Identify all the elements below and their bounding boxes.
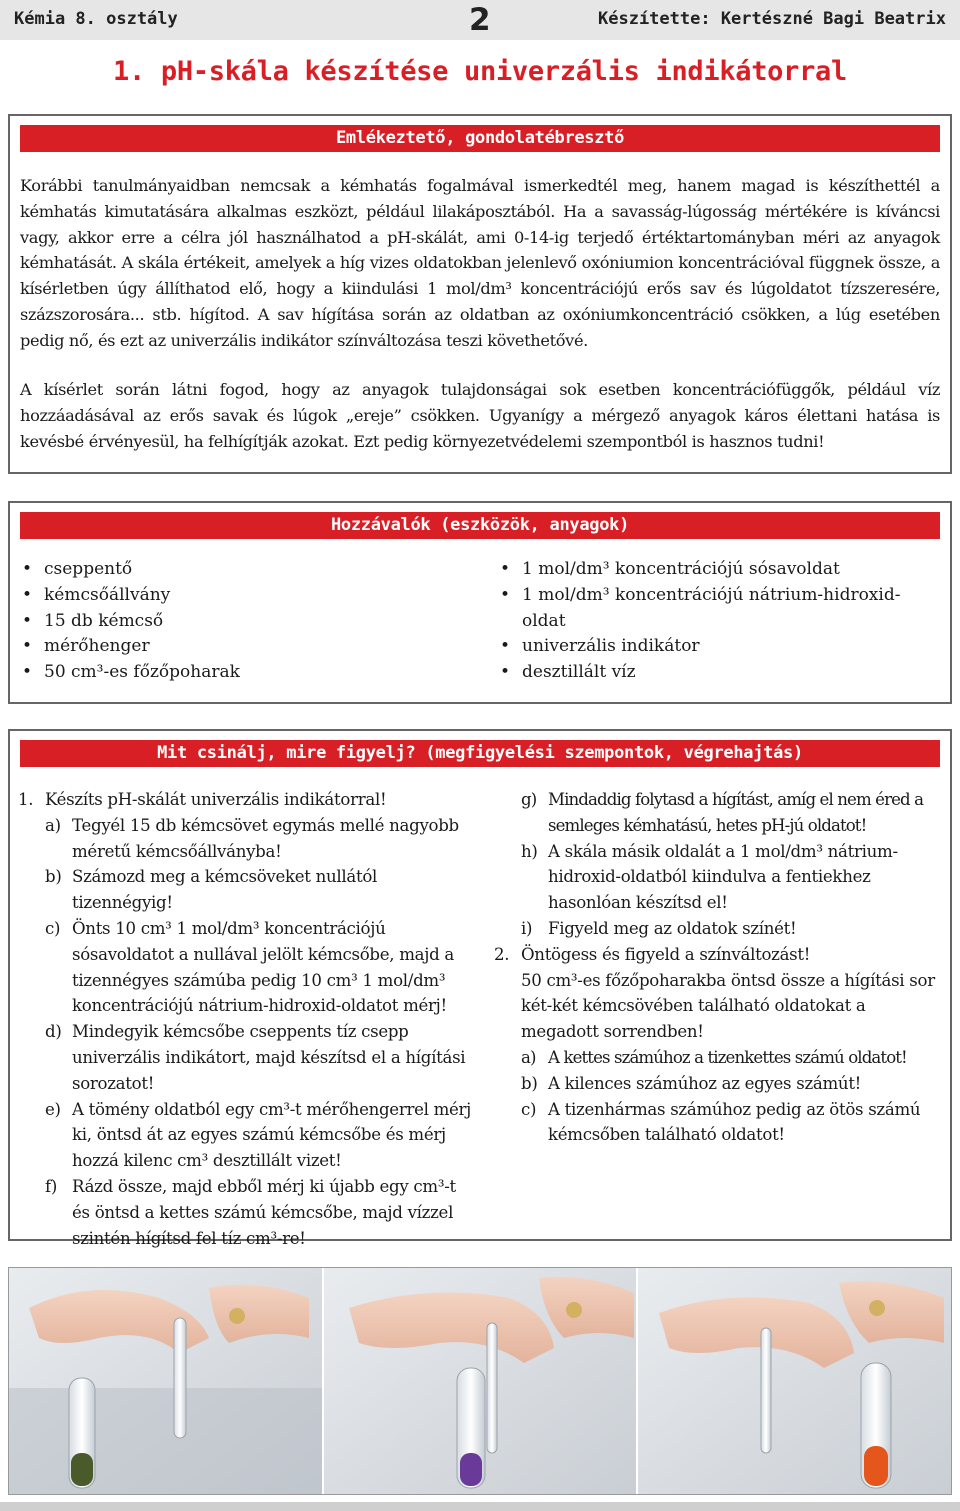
substep-label: b)	[45, 867, 62, 887]
substep-label: a)	[45, 815, 61, 835]
substep-d	[18, 1019, 473, 1096]
list-item: • cseppentő	[20, 557, 450, 583]
orange-solution	[864, 1446, 888, 1486]
materials-box	[8, 501, 952, 704]
tools-list	[20, 557, 450, 686]
substep-label: a)	[521, 1047, 536, 1067]
substep-a	[18, 813, 473, 865]
substep-text: Mindegyik kémcsőbe cseppents tíz csepp univerzális indikátort, majd készítsd el a hígítási sorozatot!	[72, 1022, 466, 1093]
subject-label: Kémia 8. osztály	[14, 9, 178, 29]
substep-2a	[494, 1045, 944, 1071]
photo-2	[323, 1268, 637, 1494]
substep-text: A kilences számúhoz az egyes számút!	[548, 1073, 862, 1093]
reminder-paragraph-1: Korábbi tanulmányaidban nemcsak a kémhatás fogalmával ismerkedtél meg, hanem magad is készíthettél a kémhatás kimutatására alkalmas eszközt, például lilakáposztából. Ha a savasság-lúgosság mértékére is kíváncsi vagy, akkor erre a célra jól használhatod a pH-skálát, ami 0-14-ig terjedő értéktartományban méri az anyagok kémhatását. A skála értékeit, amelyek a híg vizes oldatokban jelenlevő oxóniumion koncentrációval függnek össze, a kísérletben úgy állíthatod elő, hogy a kiindulási 1 mol/dm³ koncentrációjú erős sav és lúgoldatot tízszeresére, százszorosára... stb. hígítod. A sav hígítása során az oldatban az oxóniumkoncentráció csökken, a lúg esetében pedig nő, és ezt az univerzális indikátor színváltozása teszi követhetővé.	[20, 176, 940, 350]
substep-text: Önts 10 cm³ 1 mol/dm³ koncentrációjú sósavoldatot a nullával jelölt kémcsőbe, majd a tizennégyes számúba pedig 10 cm³ 1 mol/dm³ koncentrációjú nátrium-hidroxid-oldatot mérj!	[72, 918, 454, 1016]
step-2-intro: 50 cm³-es főzőpoharakba öntsd össze a hígítási sor két-két kémcsövében található oldatokat a megadott sorrendben!	[521, 970, 935, 1042]
green-solution	[71, 1453, 93, 1486]
purple-solution	[460, 1453, 482, 1486]
step-text: Öntögess és figyeld a színváltozást!	[521, 944, 811, 964]
procedure-column-left	[18, 787, 473, 1251]
list-item: • desztillált víz	[498, 660, 938, 686]
reminder-heading: Emlékeztető, gondolatébresztő	[20, 125, 940, 152]
page-title: 1. pH-skála készítése univerzális indikátorral	[113, 56, 847, 87]
list-item: • kémcsőállvány	[20, 583, 450, 609]
photo-3	[637, 1268, 951, 1494]
substep-label: f)	[45, 1176, 58, 1196]
substep-2c	[494, 1097, 944, 1149]
substep-g	[494, 787, 944, 839]
substep-f	[18, 1174, 473, 1251]
step-label: 1.	[18, 790, 34, 809]
page-header	[0, 0, 960, 40]
substep-2b	[494, 1071, 944, 1097]
reminder-box	[8, 114, 952, 474]
materials-heading: Hozzávalók (eszközök, anyagok)	[20, 512, 940, 539]
substep-label: e)	[45, 1099, 61, 1119]
list-item: • 1 mol/dm³ koncentrációjú sósavoldat	[498, 557, 938, 583]
substep-text: Mindaddig folytasd a hígítást, amíg el nem éred a semleges kémhatású, hetes pH-jú oldatot!	[548, 790, 924, 835]
substep-text: A tömény oldatból egy cm³-t mérőhengerrel mérj ki, öntsd át az egyes számú kémcsőbe és mérj hozzá kilenc cm³ desztillált vizet!	[72, 1099, 472, 1171]
lab-photos-illustration	[9, 1268, 951, 1494]
substep-text: A tizenhármas számúhoz pedig az ötös számú kémcsőben található oldatot!	[548, 1099, 921, 1145]
list-item: • 50 cm³-es főzőpoharak	[20, 660, 450, 686]
substep-label: i)	[521, 918, 533, 938]
substep-text: Tegyél 15 db kémcsövet egymás mellé nagyobb méretű kémcsőállványba!	[72, 815, 459, 861]
list-item: • 1 mol/dm³ koncentrációjú nátrium-hidroxid-oldat	[498, 583, 938, 635]
substep-label: d)	[45, 1022, 62, 1042]
substep-label: b)	[521, 1073, 538, 1093]
substep-text: A kettes számúhoz a tizenkettes számú oldatot!	[548, 1047, 907, 1067]
reminder-paragraph-2: A kísérlet során látni fogod, hogy az anyagok tulajdonságai sok esetben koncentrációfüggők, például víz hozzáadásával az erős savak és lúgok „ereje” csökken. Ugyanígy a mérgező anyagok káros élettani hatása is kevésbé érvényesül, ha felhígítják azokat. Ezt pedig környezetvédelemi szempontból is hasznos tudni!	[20, 380, 940, 451]
list-item: • univerzális indikátor	[498, 634, 938, 660]
step-text: Készíts pH-skálát univerzális indikátorral!	[45, 790, 387, 809]
substep-label: c)	[45, 918, 61, 938]
substep-label: h)	[521, 841, 538, 861]
photo-1	[9, 1268, 323, 1494]
page-number: 2	[469, 2, 491, 38]
procedure-column-right	[494, 787, 944, 1148]
substances-list	[498, 557, 938, 686]
substep-text: Rázd össze, majd ebből mérj ki újabb egy cm³-t és öntsd a kettes számú kémcsőbe, majd vízzel szintén hígítsd fel tíz cm³-re!	[72, 1176, 456, 1248]
procedure-heading: Mit csinálj, mire figyelj? (megfigyelési szempontok, végrehajtás)	[20, 740, 940, 767]
substep-text: Figyeld meg az oldatok színét!	[548, 918, 797, 938]
substep-e	[18, 1097, 473, 1174]
list-item: • mérőhenger	[20, 634, 450, 660]
list-item: • 15 db kémcső	[20, 609, 450, 635]
lab-photo-strip	[8, 1267, 952, 1495]
step-label: 2.	[494, 944, 510, 964]
substep-label: g)	[521, 790, 537, 809]
substep-label: c)	[521, 1099, 537, 1119]
substep-b	[18, 864, 473, 916]
footer-bar	[0, 1502, 960, 1511]
author-label: Készítette: Kertészné Bagi Beatrix	[598, 9, 946, 29]
substep-text: Számozd meg a kémcsöveket nullától tizennégyig!	[72, 867, 378, 913]
step-1	[18, 787, 473, 813]
substep-text: A skála másik oldalát a 1 mol/dm³ nátrium-hidroxid-oldatból kiindulva a fentiekhez hasonlóan készítsd el!	[548, 841, 898, 913]
procedure-box	[8, 729, 952, 1248]
substep-c	[18, 916, 473, 1019]
substep-h	[494, 839, 944, 916]
substep-i	[494, 916, 944, 942]
step-2	[494, 942, 944, 968]
